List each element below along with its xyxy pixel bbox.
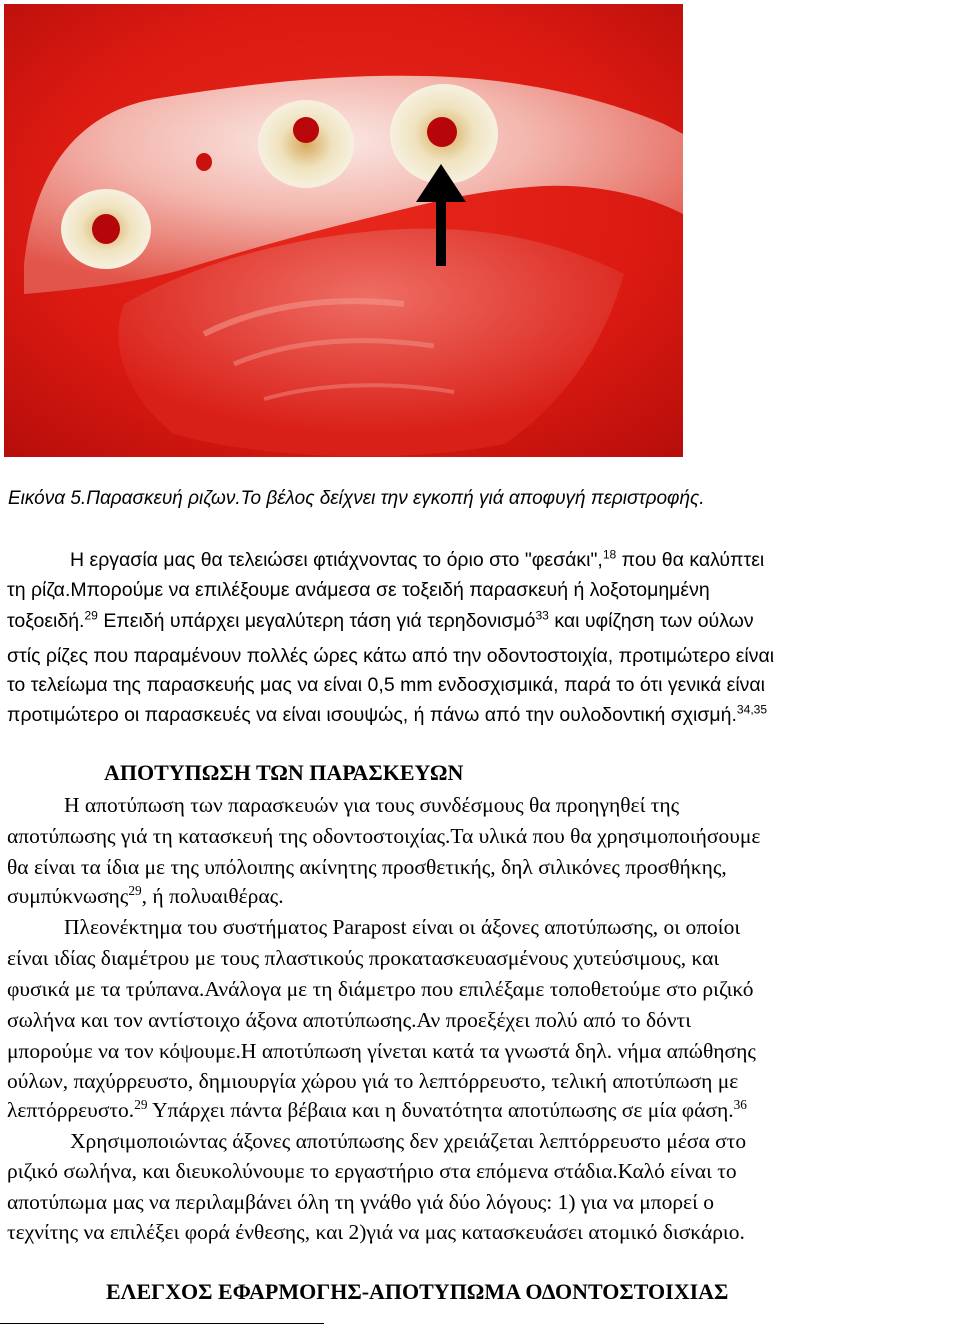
para2-line3: θα είναι τα ίδια με της υπόλοιπης ακίνητης προσθετικής, δηλ σιλικόνες προσθήκης,: [7, 855, 727, 879]
para3-line5: μπορούμε να τον κόψουμε.Η αποτύπωση γίνεται κατά τα γνωστά δηλ. νήμα απώθησης: [7, 1039, 756, 1063]
footnote-separator: [0, 1323, 324, 1324]
para4-line3: αποτύπωμα μας να περιλαμβάνει όλη τη γνάθο γιά δύο λόγους: 1) για να μπορεί ο: [7, 1190, 714, 1214]
text: Η εργασία μας θα τελειώσει φτιάχνοντας το όριο στο "φεσάκι",: [70, 549, 603, 571]
citation: 29: [134, 1096, 148, 1112]
para1-line6: [7, 701, 767, 729]
figure-caption: Εικόνα 5.Παρασκευή ριζων.Το βέλος δείχνει την εγκοπή γιά αποφυγή περιστροφής.: [8, 488, 705, 509]
section-heading-denture-check: ΕΛΕΓΧΟΣ ΕΦΑΡΜΟΓΗΣ-ΑΠΟΤΥΠΩΜΑ ΟΔΟΝΤΟΣΤΟΙΧΙΑΣ: [106, 1279, 729, 1304]
citation: 29: [84, 608, 98, 623]
section-heading-impressions: ΑΠΟΤΥΠΩΣΗ ΤΩΝ ΠΑΡΑΣΚΕΥΩΝ: [104, 760, 464, 785]
citation: 34,35: [736, 702, 768, 717]
citation: 33: [535, 608, 549, 623]
root-preparation-photo: [4, 4, 683, 457]
para4-line1: Χρησιμοποιώντας άξονες αποτύπωσης δεν χρειάζεται λεπτόρρευστο μέσα στο: [70, 1129, 747, 1153]
para1-line5: το τελείωμα της παρασκευής μας να είναι 0,5 mm ενδοσχισμικά, παρά το ότι γενικά είναι: [7, 674, 766, 696]
text: προτιμώτερο οι παρασκευές να είναι ισουψώς, ή πάνω από την ουλοδοντική σχισμή.: [7, 704, 737, 726]
para4-line4: τεχνίτης να επιλέξει φορά ένθεσης, και 2)γιά να μας κατασκευάσει ατομικό δισκάριο.: [7, 1220, 745, 1244]
text: Επειδή υπάρχει μεγαλύτερη τάση γιά τερηδονισμό: [97, 610, 536, 632]
citation: 36: [733, 1096, 747, 1112]
para1-line1: [70, 546, 764, 574]
para4-line2: ριζικό σωλήνα, και διευκολύνουμε το εργαστήριο στα επόμενα στάδια.Καλό είναι το: [7, 1159, 737, 1183]
para3-line6: ούλων, παχύρρευστο, δημιουργία χώρου γιά το λεπτόρρευστο, τελική αποτύπωση με: [7, 1069, 739, 1093]
text: τοξοειδή.: [7, 610, 85, 632]
text: , ή πολυαιθέρας.: [141, 884, 284, 908]
para2-line1: Η αποτύπωση των παρασκευών για τους συνδέσμους θα προηγηθεί της: [64, 793, 680, 817]
para3-line3: φυσικά με τα τρύπανα.Ανάλογα με τη διάμετρο που επιλέξαμε τοποθετούμε στο ριζικό: [7, 977, 754, 1001]
para2-line2: αποτύπωσης γιά τη κατασκευή της οδοντοστοιχίας.Τα υλικά που θα χρησιμοποιήσουμε: [7, 824, 761, 848]
text: και υφίζηση των ούλων: [548, 610, 754, 632]
text: που θα καλύπτει: [616, 549, 765, 571]
citation: 29: [128, 882, 142, 898]
clinical-photo: [4, 4, 683, 457]
para3-line2: είναι ιδίας διαμέτρου με τους πλαστικούς προκατασκευασμένους χυτεύσιμους, και: [7, 946, 720, 970]
para1-line2: τη ρίζα.Μπορούμε να επιλέξουμε ανάμεσα σε τοξειδή παρασκευή ή λοξοτομημένη: [7, 579, 710, 601]
para3-line7: [7, 1096, 747, 1124]
text: λεπτόρρευστο.: [7, 1098, 135, 1122]
para1-line4: στίς ρίζες που παραμένουν πολλές ώρες κάτω από την οδοντοστοιχία, προτιμώτερο είναι: [7, 645, 775, 667]
citation: 18: [602, 547, 617, 562]
text: συμπύκνωσης: [7, 884, 129, 908]
para3-line1: Πλεονέκτημα του συστήματος Parapost είναι οι άξονες αποτύπωσης, οι οποίοι: [64, 915, 741, 939]
para3-line4: σωλήνα και τον αντίστοιχο άξονα αποτύπωσης.Αν προεξέχει πολύ από το δόντι: [7, 1008, 691, 1032]
para1-line3: [7, 607, 754, 635]
para2-line4: [7, 882, 284, 910]
text: Υπάρχει πάντα βέβαια και η δυνατότητα αποτύπωσης σε μία φάση.: [147, 1098, 734, 1122]
